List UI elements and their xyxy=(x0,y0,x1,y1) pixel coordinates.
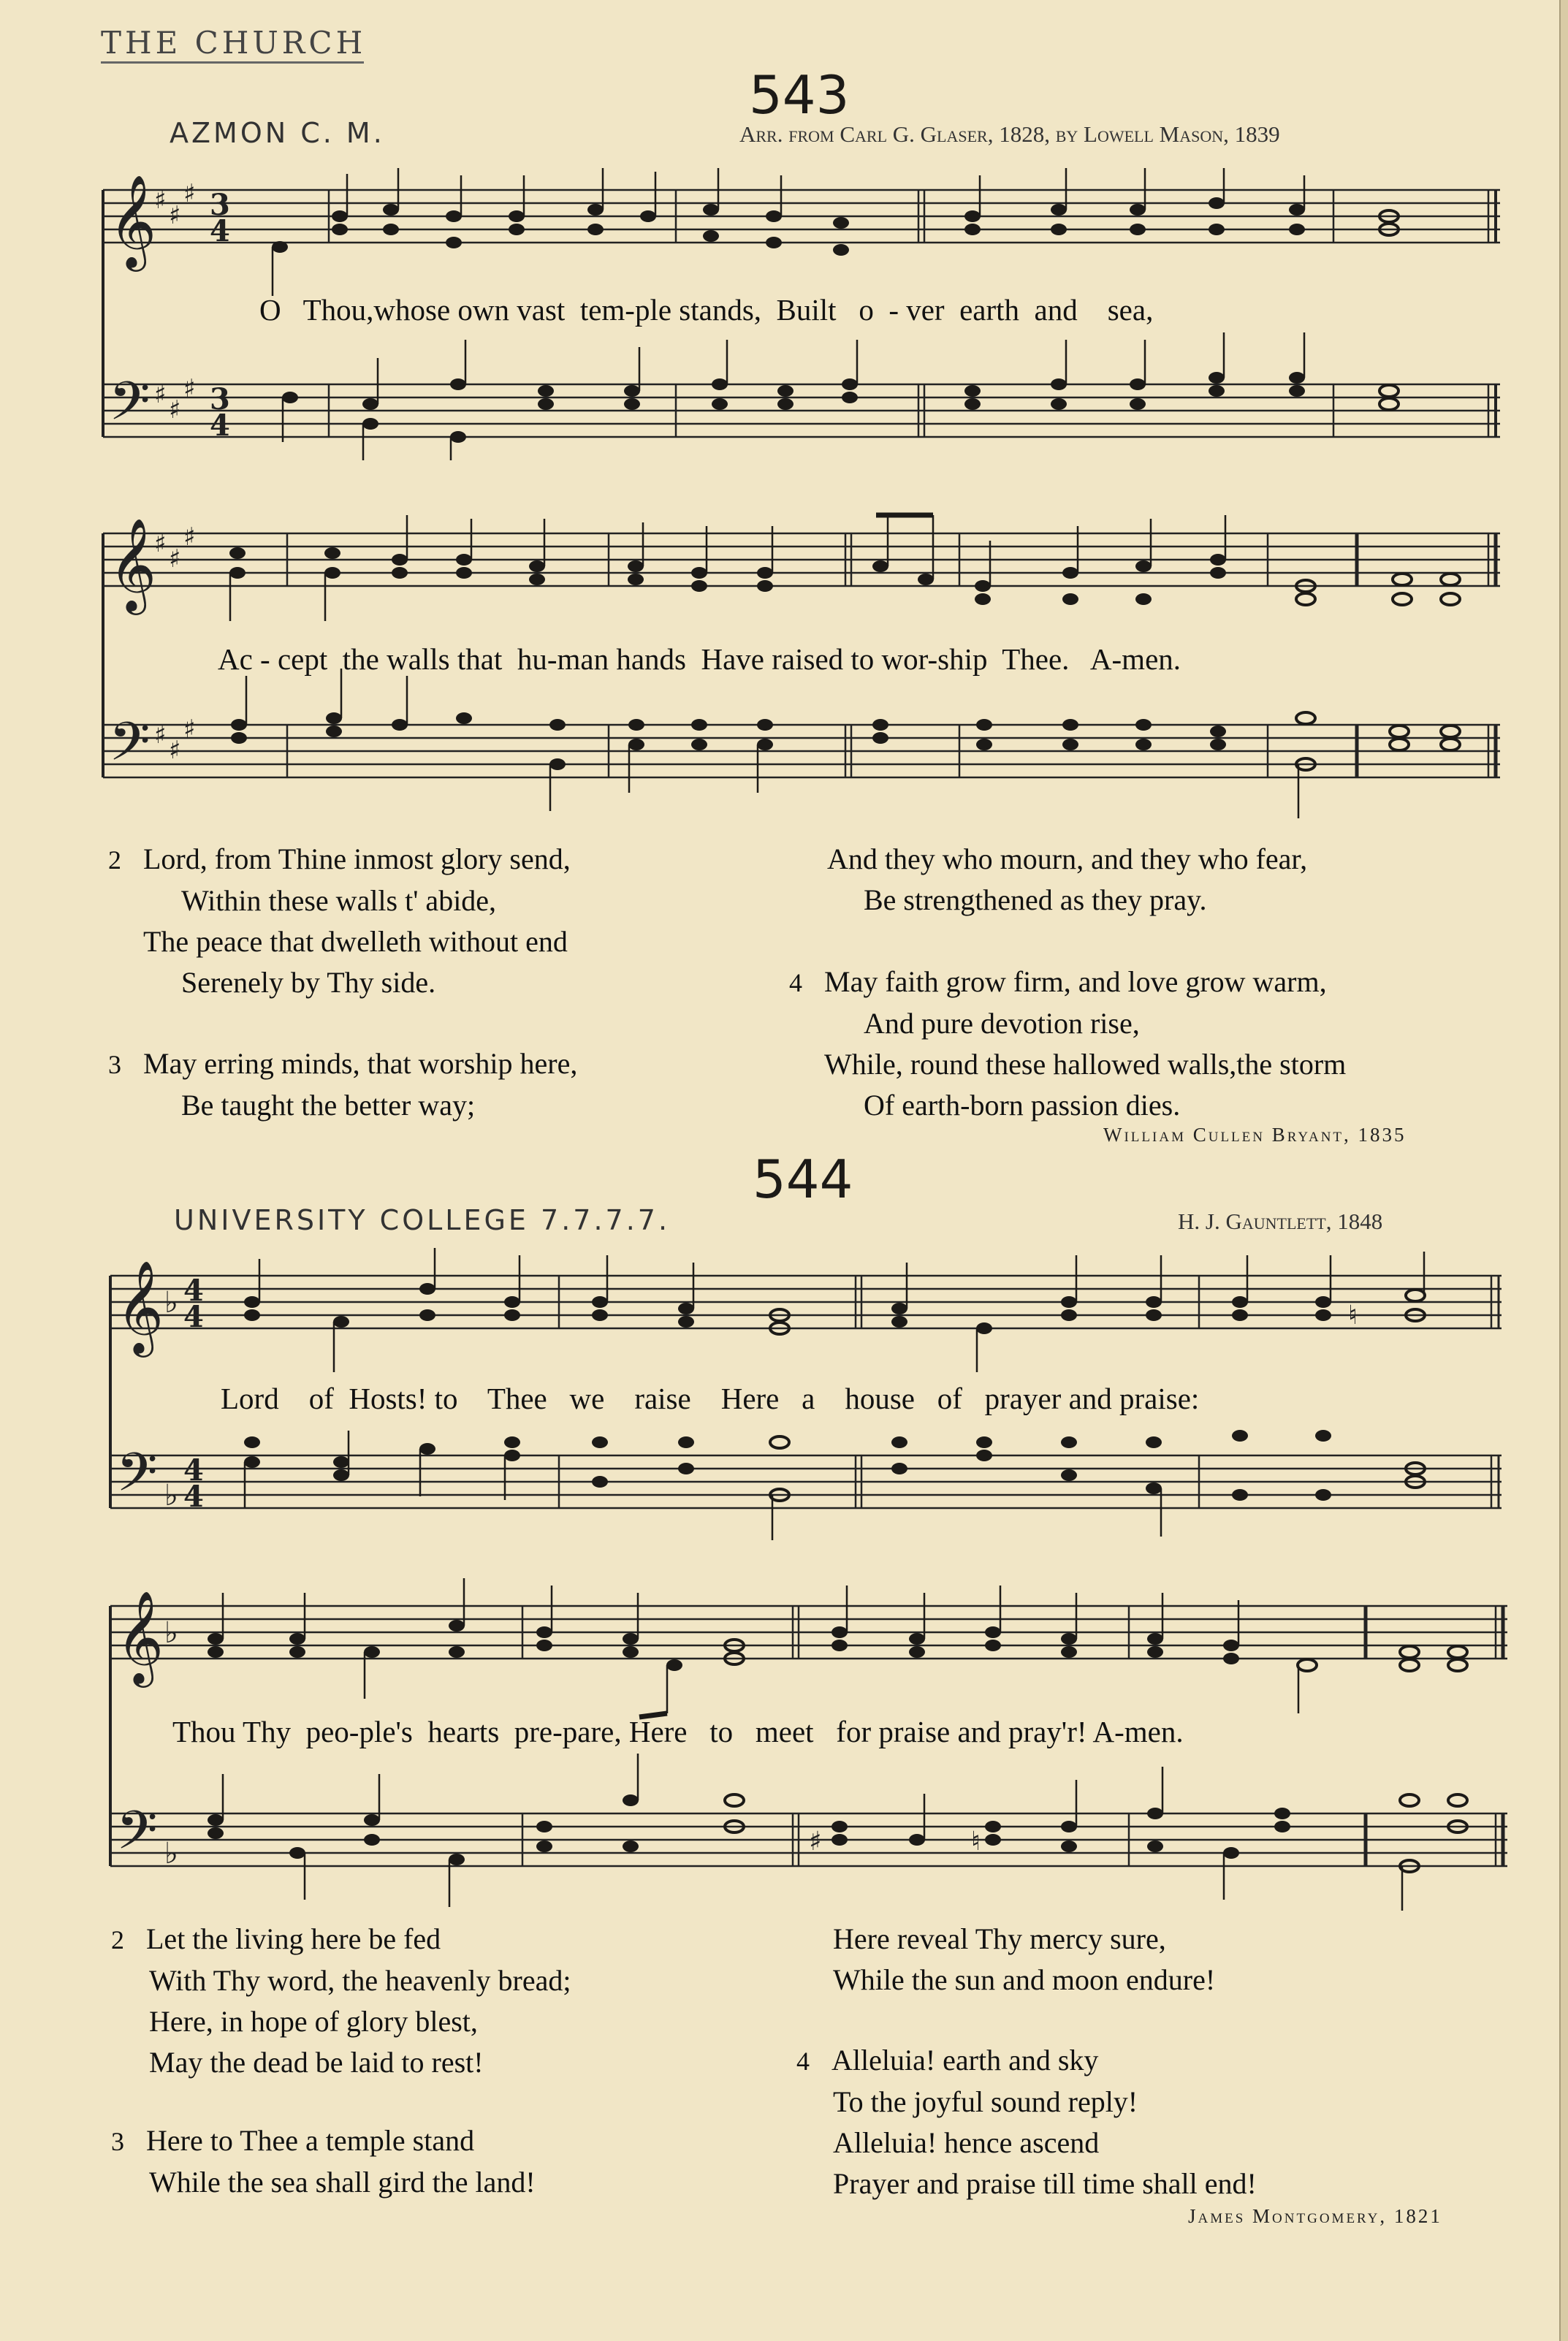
verse-number: 4 xyxy=(796,2047,810,2076)
composer-credit: Arr. from Carl G. Glaser, 1828, by Lowell Mason, 1839 xyxy=(739,121,1280,147)
verse-line: May faith grow firm, and love grow warm, xyxy=(824,965,1327,998)
verse-line: Lord, from Thine inmost glory send, xyxy=(143,842,571,875)
verse-line: The peace that dwelleth without end xyxy=(143,925,568,958)
svg-text:♯: ♯ xyxy=(154,529,167,558)
svg-text:4: 4 xyxy=(183,1453,204,1488)
svg-text:4: 4 xyxy=(210,408,230,443)
svg-text:3: 3 xyxy=(210,188,230,222)
verse-line: Serenely by Thy side. xyxy=(181,966,436,999)
running-head-rule xyxy=(101,61,364,64)
verse-line: With Thy word, the heavenly bread; xyxy=(149,1964,571,1997)
svg-text:𝄞: 𝄞 xyxy=(109,174,157,267)
author-credit: James Montgomery, 1821 xyxy=(1188,2205,1442,2227)
verse-line: And pure devotion rise, xyxy=(864,1007,1140,1040)
svg-text:𝄢: 𝄢 xyxy=(109,710,151,785)
verse-line: Alleluia! earth and sky xyxy=(831,2044,1099,2077)
svg-text:♯: ♯ xyxy=(183,715,196,744)
verse-4 xyxy=(796,2040,1257,2204)
verse-line: May the dead be laid to rest! xyxy=(149,2046,484,2079)
hymn-number: 543 xyxy=(749,64,850,126)
verse-3 xyxy=(111,2120,536,2203)
tune-name: UNIVERSITY COLLEGE 7.7.7.7. xyxy=(174,1204,671,1236)
svg-text:𝄞: 𝄞 xyxy=(109,517,157,611)
svg-text:3: 3 xyxy=(210,382,230,416)
lyric-line: Lord of Hosts! to Thee we raise Here a house of prayer and praise: xyxy=(221,1382,1200,1415)
verse-line: Be taught the better way; xyxy=(181,1089,476,1122)
verse-line: Let the living here be fed xyxy=(146,1922,441,1955)
verse-line: Here, in hope of glory blest, xyxy=(149,2005,478,2038)
svg-text:♯: ♯ xyxy=(154,380,167,409)
verse-line: Here reveal Thy mercy sure, xyxy=(833,1922,1166,1955)
verse-number: 4 xyxy=(789,968,802,997)
music-score-544-system-2 xyxy=(106,1578,1509,1922)
verse-2 xyxy=(111,1919,571,2083)
svg-text:4: 4 xyxy=(183,1274,204,1308)
verse-3 xyxy=(108,1043,577,1126)
running-head: THE CHURCH xyxy=(101,25,367,61)
verse-2 xyxy=(108,839,571,1003)
verse-number: 3 xyxy=(108,1050,121,1079)
svg-text:𝄞: 𝄞 xyxy=(116,1590,164,1683)
hymn-number: 544 xyxy=(753,1149,853,1210)
lyric-line: Ac - cept the walls that hu-man hands Have raised to wor-ship Thee. A-men. xyxy=(218,642,1181,676)
svg-text:♯: ♯ xyxy=(169,544,181,574)
verse-number: 2 xyxy=(111,1925,124,1954)
svg-text:♯: ♯ xyxy=(154,720,167,750)
svg-text:♯: ♯ xyxy=(183,179,196,208)
svg-text:𝄢: 𝄢 xyxy=(116,1441,158,1516)
verse-line: Here to Thee a temple stand xyxy=(146,2124,475,2157)
verse-line: While, round these hallowed walls,the storm xyxy=(824,1048,1347,1081)
svg-text:𝄢: 𝄢 xyxy=(109,370,151,445)
book-spine-edge xyxy=(1559,0,1568,2341)
verse-4 xyxy=(789,962,1346,1126)
svg-text:♯: ♯ xyxy=(169,395,181,425)
svg-text:♭: ♭ xyxy=(164,1837,178,1870)
svg-text:♭: ♭ xyxy=(164,1479,178,1512)
composer-credit: H. J. Gauntlett, 1848 xyxy=(1178,1208,1383,1234)
svg-text:4: 4 xyxy=(210,214,230,248)
verse-line: While the sea shall gird the land! xyxy=(149,2166,536,2199)
lyric-line: O Thou,whose own vast tem-ple stands, Built o - ver earth and sea, xyxy=(259,293,1154,327)
verse-line: Within these walls t' abide, xyxy=(181,884,497,917)
svg-text:♮: ♮ xyxy=(1348,1301,1358,1331)
svg-text:♮: ♮ xyxy=(971,1827,981,1857)
svg-text:♯: ♯ xyxy=(154,186,167,215)
svg-text:♭: ♭ xyxy=(164,1286,178,1320)
verse-2-continued xyxy=(833,1919,1215,2001)
verse-line: May erring minds, that worship here, xyxy=(143,1047,578,1080)
verse-number: 2 xyxy=(108,845,121,875)
author-credit: William Cullen Bryant, 1835 xyxy=(1103,1124,1407,1146)
svg-text:♯: ♯ xyxy=(809,1827,822,1857)
verse-line: Alleluia! hence ascend xyxy=(833,2126,1100,2159)
svg-text:♯: ♯ xyxy=(183,374,196,403)
verse-line: Prayer and praise till time shall end! xyxy=(833,2167,1257,2200)
verse-line: And they who mourn, and they who fear, xyxy=(827,842,1308,875)
verse-2-continued xyxy=(789,839,1307,921)
svg-text:♯: ♯ xyxy=(169,736,181,765)
lyric-line: Thou Thy peo-ple's hearts pre-pare, Here to meet for praise and pray'r! A-men. xyxy=(172,1715,1184,1748)
verse-line: While the sun and moon endure! xyxy=(833,1963,1216,1996)
verse-line: To the joyful sound reply! xyxy=(833,2085,1138,2118)
svg-text:♭: ♭ xyxy=(164,1616,178,1650)
svg-text:♯: ♯ xyxy=(169,201,181,230)
tune-name: AZMON C. M. xyxy=(170,117,385,149)
verse-number: 3 xyxy=(111,2127,124,2156)
svg-text:4: 4 xyxy=(183,1300,204,1334)
svg-text:𝄞: 𝄞 xyxy=(116,1260,164,1353)
svg-text:𝄢: 𝄢 xyxy=(116,1799,158,1874)
svg-text:♯: ♯ xyxy=(183,522,196,552)
verse-line: Of earth-born passion dies. xyxy=(864,1089,1181,1122)
verse-line: Be strengthened as they pray. xyxy=(864,883,1207,916)
svg-text:4: 4 xyxy=(183,1480,204,1514)
